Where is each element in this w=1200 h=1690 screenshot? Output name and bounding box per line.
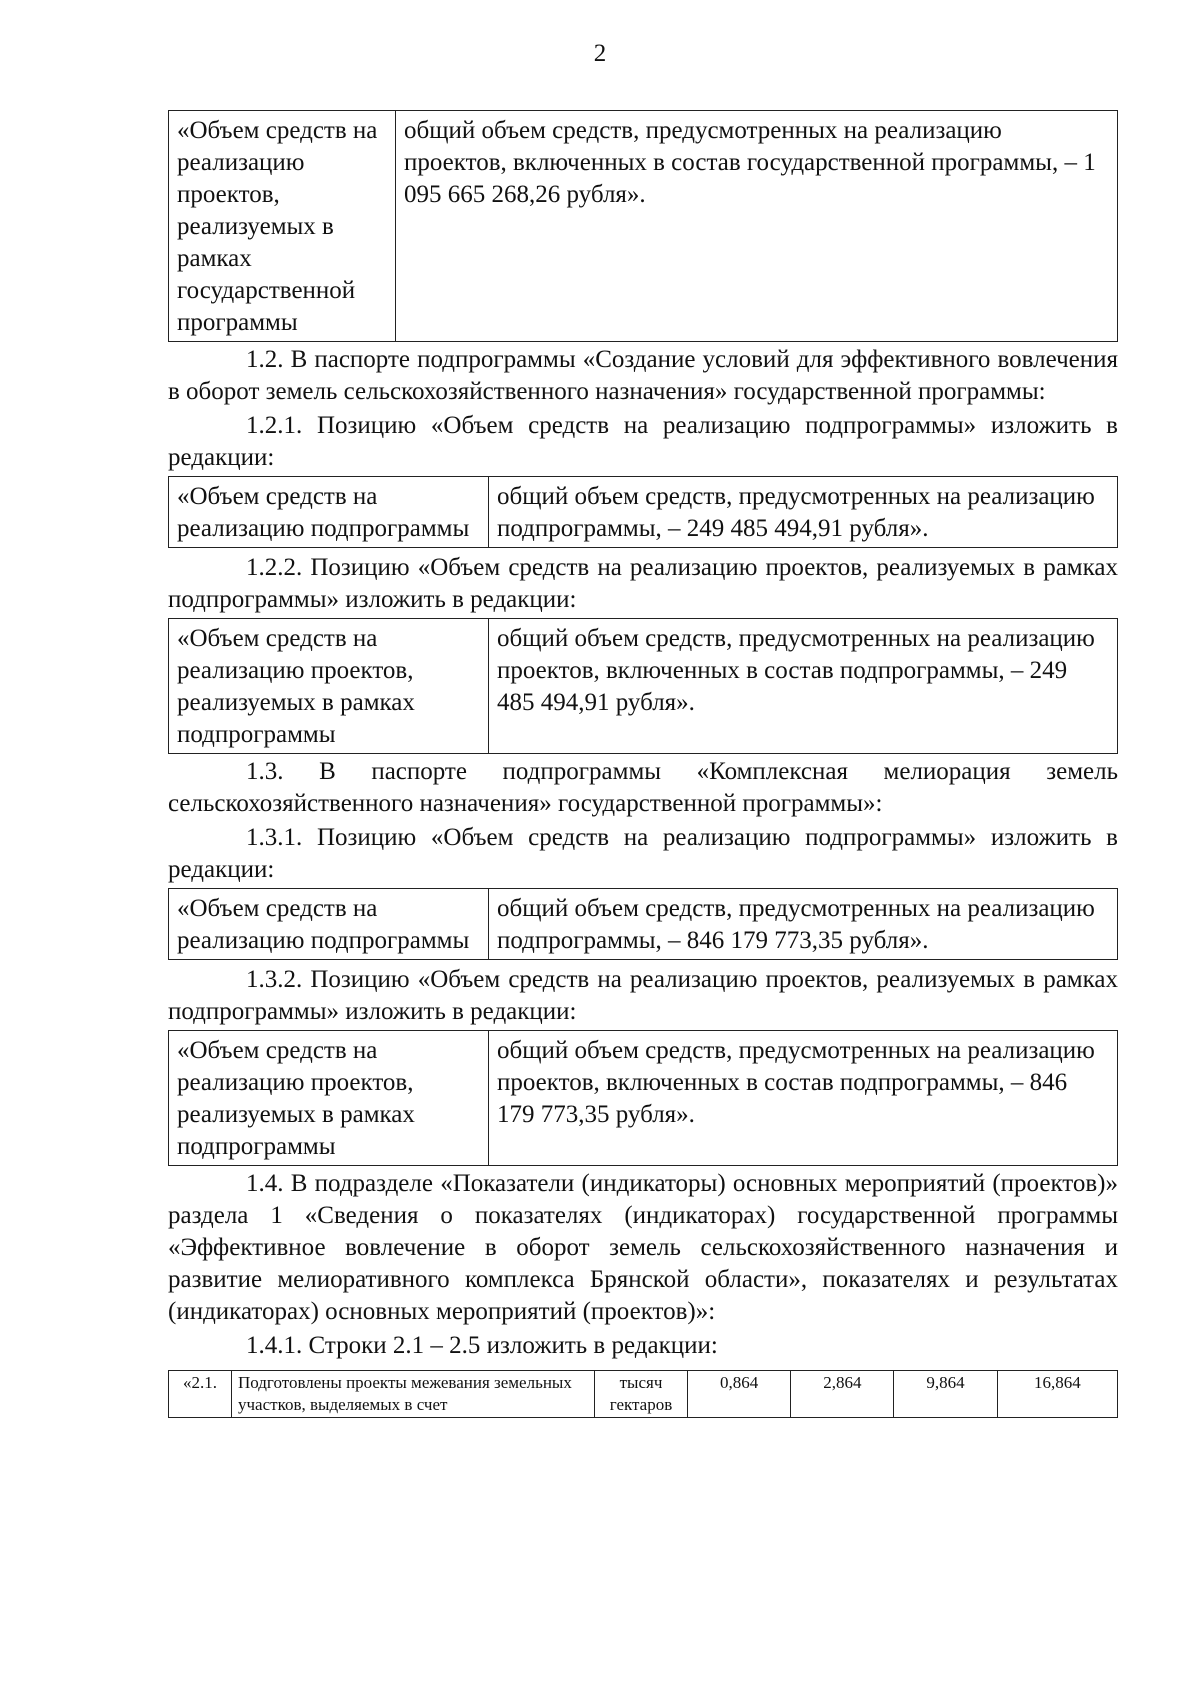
position-name-cell: «Объем средств на реализацию проектов, реализуемых в рамках государственной программы [169,111,396,342]
value-cell-4: 16,864 [997,1371,1117,1418]
paragraph-1-3-1: 1.3.1. Позицию «Объем средств на реализацию подпрограммы» изложить в редакции: [168,824,1118,883]
unit-cell: тысяч гектаров [595,1371,688,1418]
paragraph-1-2: 1.2. В паспорте подпрограммы «Создание условий для эффективного вовлечения в оборот земель сельскохозяйственного назначения» государственной программы: [168,346,1118,405]
indicators-table [168,1370,1118,1418]
position-table-subprogram-2 [168,888,1118,960]
row-number-cell: «2.1. [169,1371,232,1418]
indicator-name-cell: Подготовлены проекты межевания земельных участков, выделяемых в счет [232,1371,595,1418]
position-table-program-projects [168,110,1118,342]
paragraph-1-2-1: 1.2.1. Позицию «Объем средств на реализацию подпрограммы» изложить в редакции: [168,412,1118,471]
position-name-cell: «Объем средств на реализацию подпрограммы [169,889,489,960]
paragraph-1-4: 1.4. В подразделе «Показатели (индикаторы) основных мероприятий (проектов)» раздела 1 «Сведения о показателях (индикаторах) государственной программы «Эффективное вовлечение в оборот земель сельскохозяйственного назначения и развитие мелиоративного комплекса Брянской области», показателях и результатах (индикаторах) основных мероприятий (проектов)»: [168,1170,1118,1325]
position-table-subprogram-1-projects [168,618,1118,754]
value-cell-1: 0,864 [688,1371,791,1418]
position-value-cell: общий объем средств, предусмотренных на реализацию подпрограммы, – 846 179 773,35 рубля». [489,889,1118,960]
paragraph-1-2-2: 1.2.2. Позицию «Объем средств на реализацию проектов, реализуемых в рамках подпрограммы» изложить в редакции: [168,554,1118,613]
position-name-cell: «Объем средств на реализацию проектов, реализуемых в рамках подпрограммы [169,619,489,754]
paragraph-1-4-1: 1.4.1. Строки 2.1 – 2.5 изложить в редакции: [246,1332,718,1359]
value-cell-2: 2,864 [791,1371,894,1418]
position-table-subprogram-2-projects [168,1030,1118,1166]
table-row [169,1371,1118,1418]
position-value-cell: общий объем средств, предусмотренных на реализацию проектов, включенных в состав подпрограммы, – 846 179 773,35 рубля». [489,1031,1118,1166]
paragraph-1-3-2: 1.3.2. Позицию «Объем средств на реализацию проектов, реализуемых в рамках подпрограммы» изложить в редакции: [168,966,1118,1025]
position-name-cell: «Объем средств на реализацию подпрограммы [169,477,489,548]
value-cell-3: 9,864 [894,1371,997,1418]
position-value-cell: общий объем средств, предусмотренных на реализацию проектов, включенных в состав государственной программы, – 1 095 665 268,26 рубля». [396,111,1118,342]
page-number: 2 [593,40,607,67]
document-body [168,110,1118,1418]
position-table-subprogram-1 [168,476,1118,548]
position-value-cell: общий объем средств, предусмотренных на реализацию подпрограммы, – 249 485 494,91 рубля». [489,477,1118,548]
paragraph-1-3: 1.3. В паспорте подпрограммы «Комплексная мелиорация земель сельскохозяйственного назначения» государственной программы»: [168,758,1118,817]
position-name-cell: «Объем средств на реализацию проектов, реализуемых в рамках подпрограммы [169,1031,489,1166]
position-value-cell: общий объем средств, предусмотренных на реализацию проектов, включенных в состав подпрограммы, – 249 485 494,91 рубля». [489,619,1118,754]
